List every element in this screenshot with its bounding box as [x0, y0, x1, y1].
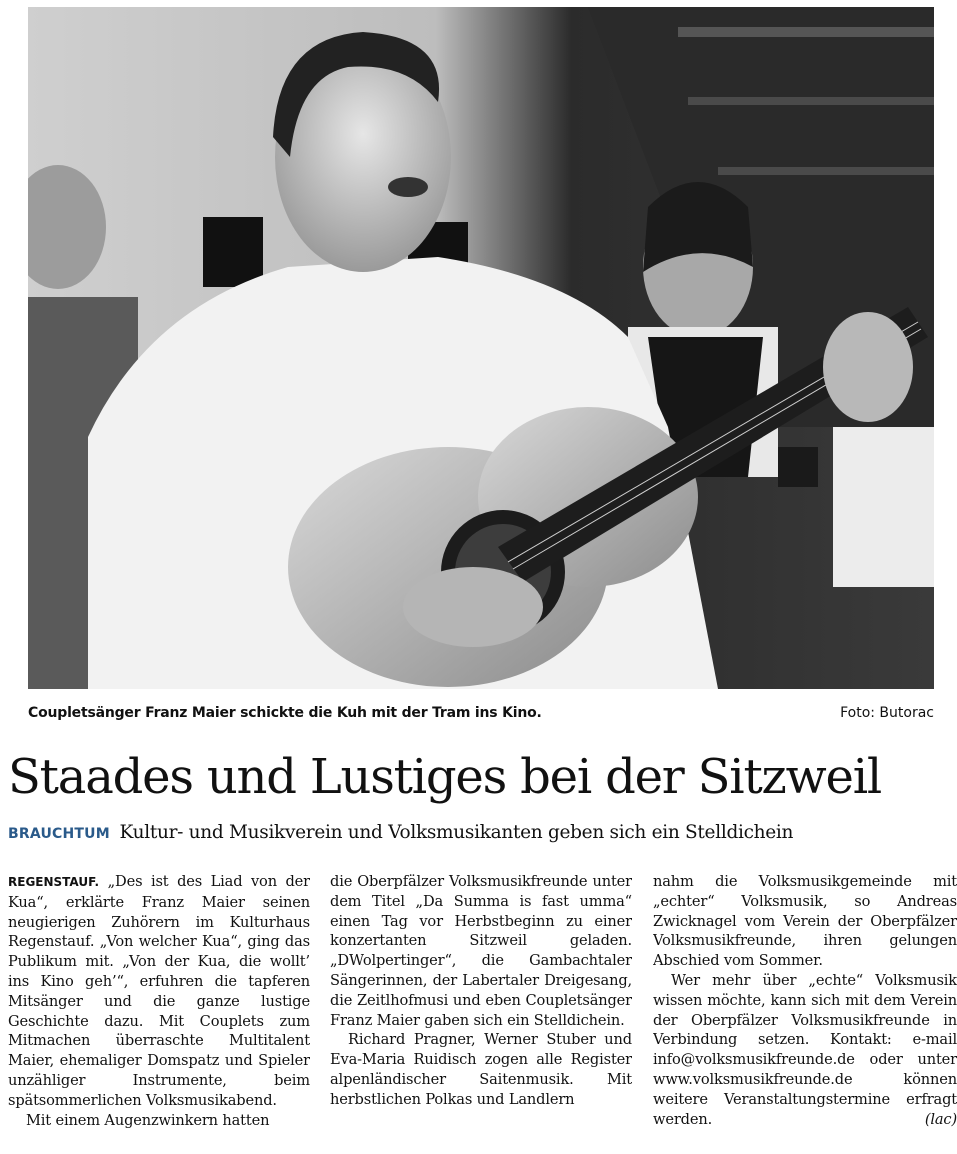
article-photo	[28, 7, 934, 689]
paragraph	[653, 971, 957, 1129]
musician-photo	[28, 7, 934, 689]
paragraph	[8, 872, 310, 1111]
paragraph: nahm die Volksmusikgemeinde mit „echter“ Volksmusik, so Andreas Zwicknagel vom Verein der Oberpfälzer Volksmusikfreunde, ihren gelungen Abschied vom Sommer.	[653, 873, 957, 970]
author-signature: (lac)	[924, 1110, 957, 1128]
paragraph-text: Wer mehr über „echte“ Volksmusik wissen möchte, kann sich mit dem Verein der Oberpfälzer Volksmusikfreunde in Verbindung setzen. Kontakt: e-mail info@volksmusikfreunde.de oder unter www.volksmusikfreunde.de können weitere Veranstaltungstermine erfragt werden.	[653, 971, 957, 1128]
article-column-3	[653, 872, 957, 1150]
article-column-2	[330, 872, 632, 1150]
paragraph: die Oberpfälzer Volksmusikfreunde unter dem Titel „Da Summa is fast umma“ einen Tag vor Herbstbeginn zu einer konzertanten Sitzweil geladen. „DWolpertinger“, die Gambachtaler Sängerinnen, der Labertaler Dreigesang, die Zeitlhofmusi und eben Coupletsänger Franz Maier gaben sich ein Stelldichein.	[330, 873, 632, 1029]
kicker: BRAUCHTUM	[8, 826, 110, 842]
headline: Staades und Lustiges bei der Sitzweil	[8, 749, 882, 805]
paragraph: Mit einem Augenzwinkern hatten	[26, 1111, 270, 1129]
caption-text: Coupletsänger Franz Maier schickte die Kuh mit der Tram ins Kino.	[28, 705, 542, 721]
dateline: REGENSTAUF.	[8, 875, 100, 889]
subheadline-text: Kultur- und Musikverein und Volksmusikanten geben sich ein Stelldichein	[119, 822, 794, 843]
subheadline	[8, 820, 948, 846]
paragraph-text: „Des ist des Liad von der Kua“, erklärte Franz Maier seinen neugierigen Zuhörern im Kulturhaus Regenstauf. „Von welcher Kua“, ging das Publikum mit. „Von der Kua, die wollt’ ins Kino geh’“, erfuhren die tapferen Mitsänger und die ganze lustige Geschichte dazu. Mit Couplets zum Mitmachen überraschte Multitalent Maier, ehemaliger Domspatz und Spieler unzähliger Instrumente, beim spätsommerlichen Volksmusikabend.	[8, 873, 310, 1109]
photo-credit: Foto: Butorac	[840, 705, 934, 721]
photo-caption	[28, 705, 934, 725]
article-column-1	[8, 872, 310, 1150]
paragraph: Richard Pragner, Werner Stuber und Eva-Maria Ruidisch zogen alle Register alpenländischer Saitenmusik. Mit herbstlichen Polkas und Landlern	[330, 1031, 632, 1108]
